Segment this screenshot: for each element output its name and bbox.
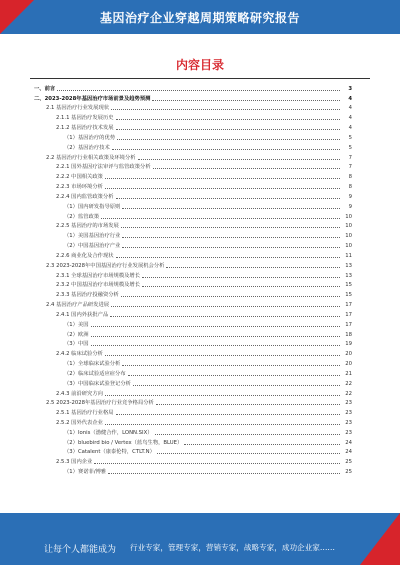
toc-entry-label: 2.3.2 中国基因治疗市场规模及增长 [56, 282, 141, 289]
report-header [0, 0, 400, 34]
toc-entry-page: 11 [345, 252, 352, 259]
toc-entry-page: 13 [345, 272, 352, 279]
toc-dot-leader [122, 208, 340, 209]
toc-dot-leader [152, 100, 340, 101]
toc-dot-leader [101, 218, 340, 219]
toc-entry-label: （2）欧洲 [64, 331, 89, 338]
toc-entry-page: 21 [345, 370, 352, 377]
toc-entry[interactable] [34, 259, 352, 269]
toc-entry[interactable] [34, 210, 352, 220]
toc-entry[interactable] [34, 347, 352, 357]
toc-entry-page: 15 [345, 292, 352, 299]
toc-entry-label: 2.5.1 基因治疗行业格局 [56, 410, 114, 417]
toc-entry-page: 8 [348, 174, 352, 181]
toc-entry-label: （1）赛诺菲/博雅 [64, 469, 107, 476]
toc-entry-label: 2.4.1 国内外获批产品 [56, 311, 109, 318]
toc-entry-page: 10 [345, 223, 352, 230]
toc-entry-label: （1）基因治疗的优势 [64, 134, 116, 141]
toc-dot-leader [128, 375, 340, 376]
toc-entry-page: 19 [345, 341, 352, 348]
toc-entry-page: 3 [348, 85, 352, 92]
toc-entry-page: 5 [348, 144, 352, 151]
toc-entry-label: 2.2.2 中国相关政策 [56, 174, 103, 181]
toc-entry-label: 2.3.1 全球基因治疗市场规模及增长 [56, 272, 141, 279]
toc-dot-leader [133, 385, 340, 386]
toc-entry[interactable] [34, 111, 352, 121]
toc-entry-label: （1）全球临床试验分析 [64, 361, 121, 368]
toc-entry[interactable] [34, 377, 352, 387]
toc-entry-label: （3）Catalent（康泰伦特，CTLT.N） [64, 449, 155, 456]
toc-entry-label: （1）美国基因治疗行业 [64, 233, 121, 240]
toc-entry[interactable] [34, 131, 352, 141]
toc-dot-leader [105, 188, 340, 189]
toc-entry[interactable] [34, 102, 352, 112]
toc-dot-leader [138, 159, 340, 160]
toc-dot-leader [116, 129, 340, 130]
toc-entry[interactable] [34, 318, 352, 328]
toc-entry[interactable] [34, 416, 352, 426]
toc-entry[interactable] [34, 298, 352, 308]
toc-entry-page: 17 [345, 302, 352, 309]
toc-entry-label: （2）监管政策 [64, 213, 100, 220]
toc-entry[interactable] [34, 82, 352, 92]
toc-entry-page: 9 [348, 203, 352, 210]
toc-entry[interactable] [34, 141, 352, 151]
toc-entry-page: 23 [345, 429, 352, 436]
toc-dot-leader [105, 395, 340, 396]
toc-entry[interactable] [34, 151, 352, 161]
toc-entry-label: 2.1 基因治疗行业发展现状 [46, 105, 110, 112]
toc-entry-label: 2.5 2023-2028年基因治疗行业竞争格局分析 [46, 400, 154, 407]
toc-dot-leader [122, 365, 340, 366]
report-footer [0, 513, 400, 565]
toc-entry-label: 2.2.1 国外基因疗法审评与监管政策分析 [56, 164, 151, 171]
toc-entry[interactable] [34, 465, 352, 475]
toc-entry[interactable] [34, 367, 352, 377]
toc-title: 内容目录 [175, 58, 224, 72]
toc-entry-label: （1）国内研发指导原则 [64, 203, 121, 210]
toc-entry[interactable] [34, 269, 352, 279]
toc-dot-leader [155, 434, 340, 435]
toc-entry[interactable] [34, 357, 352, 367]
toc-entry-label: （2）bluebird bio / Vertex（蓝鸟生物，BLUE） [64, 439, 183, 446]
toc-entry-label: 2.2.4 国内监管政策分析 [56, 193, 114, 200]
toc-entry-label: （3）中国 [64, 341, 89, 348]
toc-dot-leader [117, 139, 340, 140]
toc-entry[interactable] [34, 436, 352, 446]
toc-entry[interactable] [34, 170, 352, 180]
toc-entry-page: 20 [345, 361, 352, 368]
toc-entry[interactable] [34, 190, 352, 200]
toc-entry[interactable] [34, 220, 352, 230]
toc-entry-label: （1）Ionis（渤健合作，LONN.SIX） [64, 429, 153, 436]
toc-entry[interactable] [34, 426, 352, 436]
toc-entry-label: （3）中国临床试验登记分析 [64, 380, 131, 387]
toc-entry-page: 17 [345, 311, 352, 318]
toc-entry-label: 2.1.1 基因治疗发展历史 [56, 115, 114, 122]
toc-dot-leader [116, 414, 340, 415]
toc-entry-label: 2.3.3 基因治疗投融资分析 [56, 292, 119, 299]
toc-entry-page: 9 [348, 193, 352, 200]
footer-corner-accent [360, 513, 400, 565]
toc-dot-leader [166, 267, 340, 268]
toc-entry[interactable] [34, 397, 352, 407]
toc-entry-page: 23 [345, 419, 352, 426]
toc-entry[interactable] [34, 288, 352, 298]
toc-dot-leader [112, 149, 340, 150]
toc-entry-label: 2.4.3 前沿研究方向 [56, 390, 103, 397]
toc-entry-page: 24 [345, 439, 352, 446]
toc-entry[interactable] [34, 328, 352, 338]
toc-entry-label: 2.5.3 国内企业 [56, 459, 93, 466]
toc-dot-leader [122, 247, 340, 248]
toc-dot-leader [94, 463, 340, 464]
toc-entry-page: 22 [345, 390, 352, 397]
toc-entry[interactable] [34, 338, 352, 348]
toc-dot-leader [111, 109, 340, 110]
toc-entry[interactable] [34, 308, 352, 318]
toc-entry-label: （2）基因治疗技术 [64, 144, 110, 151]
report-title: 基因治疗企业穿越周期策略研究报告 [99, 11, 300, 25]
toc-entry-page: 18 [345, 331, 352, 338]
toc-entry-page: 7 [348, 154, 352, 161]
toc-entry-page: 24 [345, 449, 352, 456]
toc-dot-leader [91, 345, 340, 346]
toc-dot-leader [108, 473, 340, 474]
toc-entry-label: 一、前言 [34, 85, 56, 92]
toc-dot-leader [91, 326, 340, 327]
toc-entry-page: 4 [348, 125, 352, 132]
toc-entry-page: 4 [348, 95, 352, 102]
toc-dot-leader [116, 119, 340, 120]
toc-entry-page: 25 [345, 469, 352, 476]
toc-entry-page: 13 [345, 262, 352, 269]
toc-entry-label: 2.4 基因治疗产品研发进展 [46, 302, 110, 309]
toc-entry-label: 2.1.2 基因治疗技术发展 [56, 125, 114, 132]
toc-dot-leader [142, 286, 340, 287]
toc-dot-leader [57, 90, 340, 91]
toc-entry-page: 23 [345, 400, 352, 407]
toc-entry-page: 10 [345, 213, 352, 220]
toc-entry-label: 2.5.2 国外代表企业 [56, 419, 103, 426]
footer-slogan-left: 让每个人都能成为 [44, 545, 117, 555]
toc-entry-page: 17 [345, 321, 352, 328]
toc-entry[interactable] [34, 180, 352, 190]
toc-entry-label: （2）中国基因治疗产业 [64, 243, 121, 250]
toc-entry[interactable] [34, 279, 352, 289]
toc-entry-page: 25 [345, 459, 352, 466]
toc-entry-label: 2.2.5 基因治疗的市场发展 [56, 223, 119, 230]
toc-entry-page: 7 [348, 164, 352, 171]
toc-entry[interactable] [34, 446, 352, 456]
toc-entry[interactable] [34, 249, 352, 259]
toc-dot-leader [142, 277, 340, 278]
toc-dot-leader [105, 355, 340, 356]
toc-entry-label: 二、2023-2028年基因治疗市场前景及趋势预测 [34, 95, 151, 102]
toc-entry-page: 10 [345, 233, 352, 240]
table-of-contents [34, 82, 352, 475]
toc-dot-leader [157, 453, 340, 454]
toc-dot-leader [116, 257, 340, 258]
toc-entry-page: 15 [345, 282, 352, 289]
toc-entry-page: 23 [345, 410, 352, 417]
toc-dot-leader [116, 198, 340, 199]
toc-entry-label: （2）临床试验适应症分布 [64, 370, 126, 377]
toc-dot-leader [105, 424, 340, 425]
toc-entry-page: 20 [345, 351, 352, 358]
toc-dot-leader [105, 178, 340, 179]
toc-entry-label: （1）美国 [64, 321, 89, 328]
toc-entry[interactable] [34, 387, 352, 397]
toc-entry-page: 4 [348, 115, 352, 122]
toc-dot-leader [153, 168, 340, 169]
toc-dot-leader [111, 306, 340, 307]
toc-entry-page: 22 [345, 380, 352, 387]
toc-entry[interactable] [34, 406, 352, 416]
toc-entry[interactable] [34, 200, 352, 210]
toc-entry[interactable] [34, 121, 352, 131]
toc-entry-label: 2.3 2023-2028年中国基因治疗行业发展机会分析 [46, 262, 165, 269]
toc-entry-page: 5 [348, 134, 352, 141]
toc-entry-label: 2.2.6 商业化及合作现状 [56, 252, 114, 259]
toc-entry-label: 2.2.3 市场环境分析 [56, 184, 103, 191]
toc-entry[interactable] [34, 455, 352, 465]
toc-entry-page: 10 [345, 243, 352, 250]
toc-dot-leader [121, 296, 340, 297]
toc-entry-page: 8 [348, 184, 352, 191]
toc-entry[interactable] [34, 239, 352, 249]
toc-dot-leader [156, 404, 340, 405]
toc-entry-label: 2.2 基因治疗行业相关政策及环境分析 [46, 154, 136, 161]
toc-entry-label: 2.4.2 临床试验分析 [56, 351, 103, 358]
toc-dot-leader [122, 237, 340, 238]
footer-slogan-right: 行业专家，管理专家，营销专家，战略专家，成功企业家…… [130, 543, 336, 552]
toc-dot-leader [184, 444, 340, 445]
toc-top-rule [30, 78, 370, 79]
toc-dot-leader [121, 227, 340, 228]
toc-entry-page: 4 [348, 105, 352, 112]
toc-entry[interactable] [34, 229, 352, 239]
toc-entry[interactable] [34, 161, 352, 171]
toc-dot-leader [91, 336, 340, 337]
toc-entry[interactable] [34, 92, 352, 102]
toc-dot-leader [110, 316, 340, 317]
